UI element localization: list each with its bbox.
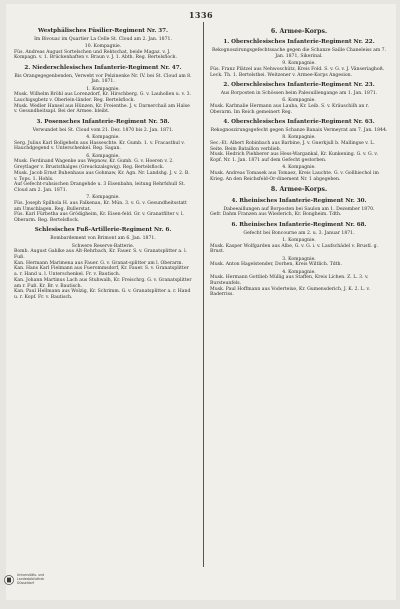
section-subheading: Im Bivouac im Quartier La Celle St. Cloud am 2. Jan. 1871. [34, 36, 172, 42]
entry-text: Musk. Wilhelm Bröhl aus Lorenzdorf, Kr. Hirschberg. G. v. Lauhollen u. v. 3. Lauchigsgbetz v. Oberlein-länder. Reg. Bertelsflock. [14, 92, 191, 103]
section-subheading: 9. Kompagnie. [282, 61, 316, 67]
entry-text: Füs. Franz Plätzel aus Nehwoschütz, Kreis Fold. S. v. G. v. J. Vänseriaghoß. Leck. Th. 1. Bertelsthei. Weitzener v. Armee-Korps Angesion. [210, 66, 385, 78]
entry-text: Kan. Paul Hellmann aus Wolzig, Kr. Schrimm. G. v. Granatsplitter a. r. Hand u. r. Kopf. Fr. v. Bautisch. [14, 289, 191, 300]
entry-text: Musk. Wedler Hansel aus Hünzen, Kr. Freienthe. J. v. Darnerchail am Halse v. Gesundheitsapl. Bei der Armee. bleibt. [14, 103, 190, 115]
section-subheading: 1. Kompagnie. [282, 237, 316, 243]
entry-text: Musk. Jacob Ernst Buhenhaus aus Gohmaw, Kr. Agn. Nr. Landshg. J. v. 2. B. v. Tops. 1. Hohls. [14, 170, 190, 182]
section-heading: Schlesisches Fuß-Artillerie-Regiment Nr. 6. [34, 227, 172, 234]
section-subheading: Dabeeaillungen auf Borposten bei Saulon am 1. Dezember 1870. [223, 206, 375, 212]
entry-text: Serg. Julius Karl Bollgeheln aus Hasseschte. Kr. Gumb. 1. v. Fracasthul v. Hauchdgegend v. Unterschenkel. Reg. Sagan. [14, 140, 185, 152]
section-heading: Westphälisches Füsilier-Regiment Nr. 37. [37, 27, 169, 34]
section-heading: 4. Oberschlesisches Infanterie-Regiment Nr. 63. [223, 118, 375, 125]
entry-text: Musk. Karlmalie Hermann aus Lauba, Kr. Leib. S. v. Kräuschilh an r. Oberarm. Im Reich gemeinert Reg. [210, 103, 369, 115]
section-subheading: Bombardement von Brimont am 6. Jan. 1871. [50, 236, 156, 242]
entry-text: Musk. Ferdinand Wagenke aus Wepnow, Kr. Gumb. G. v. Hoeren v. 2. Greytlager v. Bruststhalges (Greuckzalsgwig). Reg. Bertelsflock. [14, 159, 174, 171]
entry-text: Füs. Karl Fürbetha aus Grödigheim, Kr. Eisen-feld. Gr. v. Granatfilter v. l. Oberarm. Reg. Bertelsflock. [14, 212, 184, 224]
section-subheading: 3. Kompagnie. [282, 256, 316, 262]
entry-text: Musk. Anton Hagelstender, Dorhen, Kreis Wiltlich. Tdth. [210, 262, 342, 268]
section-subheading: 8. Kompagnie. [282, 135, 316, 141]
section-subheading: 6. Kompagnie. [86, 153, 120, 159]
section-subheading: Bis Orangegegenbenden, Verwebt vor Pelzinenke Nr. IV. bei St. Cloud am 8. Jan. 1871. [14, 73, 192, 85]
section-heading: 4. Rheinisches Infanterie-Regiment Nr. 30. [231, 197, 367, 204]
section-subheading: 4. Kompagnie. [282, 165, 316, 171]
entry-text: Auf Gefecht-ruhsischen Drangehde u. 3 Eisenbahn, leitung Rehrfshull St. Cloud am 2. Jan. 1871. [14, 182, 186, 193]
entry-text: Musk. Hermann Gottlieb Müllig aus Staffen, Kreis Lichen. Z. L. 3. v. Bursteunfels. [210, 275, 369, 286]
section-heading: 6. Rheinisches Infanterie-Regiment Nr. 68. [231, 221, 367, 228]
section-heading: 2. Oberschlesisches Infanterie-Regiment Nr. 23. [223, 81, 375, 88]
section-heading: 8. Armee-Korps. [270, 186, 328, 193]
entry-text: Sec.-Et. Albert Robinbach aus Barbine, J. v. Guerkjull b. Mallingse v. L. Seite. Beim Bataillon verblieb. [210, 140, 375, 152]
entry-text: Musk. Andreas Tomasek aus Tomaez, Kreis Lauchte. G. v. Gollhiechol im Krieg. An den Reichsfeld-Or-dinement Nr. 1 abgegeben. [210, 171, 379, 182]
entry-text: Kan. Johann Martinus Lach aus Stuhwalh, Kr. Freischrg. G. v. Granatsplitter am r. Fuß. Kr. Br. v. Bautisch. [14, 277, 192, 289]
section-subheading: Schwere Reserve-Batterie. [71, 243, 135, 249]
section-subheading: 1. Kompagnie. [86, 86, 120, 92]
entry-text: Musk. Hedrich Piehberer aus Hess-Wargankal, Kr. Kunkening. G. v. G. v. Kopf. Nr. 1. Jan. 1871 auf dem Gefecht gestorben. [210, 152, 378, 163]
section-heading: 6. Armee-Korps. [270, 27, 328, 35]
page-number: 1336 [188, 10, 214, 20]
entry-text: Gefr. Dahm Franzen aus Wiederich, Kr. Bongheim. Tdth. [210, 212, 342, 218]
document-page [6, 4, 396, 600]
section-subheading: 6. Kompagnie. [282, 98, 316, 104]
section-subheading: Rekognoszirungsgefechtssache gegen die Schanze Saille Chaneleiss am 7. Jan. 1871, Sikerinal. [211, 48, 387, 59]
entry-text: Füs. Andreas August Sortelschen und Rektschat, beide Magaz. v. J. Kompagn. v. 1. Brückenhaften v. Braun v. J. 1. Abth. Reg. Bertelsflock. [14, 49, 177, 61]
library-seal-icon [4, 575, 14, 585]
column-divider [203, 22, 204, 567]
section-subheading: 10. Kompagnie. [84, 43, 122, 49]
entry-text: Kan. Hermann Marimena aus Fauer. G. v. Granat-splitter am l. Oberarm. [14, 260, 183, 266]
entry-text: Bomb. August Gahlke aus Alt-Rehrbach, Kr. Fauer. S. v. Granatsplitter a. l. Fuß. [14, 249, 188, 261]
entry-text: Kan. Hans Karl Fielmann aus Fuerommsdorf, Kr. Fauer. S. v. Granatsplitter a. r. Hand u. l. Unterschenkel. Fr. v. Bautisch. [14, 266, 189, 278]
entry-text: Musk. Paul Hoffmann aus Voderteixe, Kr. Gumensderich, J. K. 2. L. v. Baderriss. [210, 286, 370, 298]
section-subheading: 7. Kompagnie. [86, 195, 120, 201]
section-subheading: Rekognoszirungsgefecht gegen Schanze Banaix Vermeyrat am 7. Jan. 1844. [210, 127, 388, 133]
library-name-line-2: Landesbibliothek Düsseldorf [17, 576, 45, 585]
section-heading: 2. Niederschlesisches Infanterie-Regiment Nr. 47. [24, 64, 182, 71]
section-subheading: Gefecht bei Boncourne am 2. u. 3. Januar 1871. [243, 230, 355, 236]
library-name-line-1: Universitäts- und [17, 573, 45, 577]
left-column [14, 24, 192, 301]
section-subheading: Aus Borposten in Schössen beim Palesuillengange am 1. Jan. 1871. [220, 90, 378, 96]
section-subheading: Verwundet bei St. Cloud vom 21. Dez. 1870 bis 2. Jan. 1871. [32, 127, 174, 133]
entry-text: Füs. Joseph Spilhola H. aus Falkenau, Kr. Mün. 3. v. G. v. Gesundheitsstatt am Umschlagen. Reg. Bullerstat. [14, 200, 187, 212]
section-heading: 1. Oberschlesisches Infanterie-Regiment Nr. 22. [223, 39, 375, 46]
library-logo [4, 574, 61, 585]
section-subheading: 4. Kompagnie. [282, 269, 316, 275]
section-heading: 3. Posensches Infanterie-Regiment Nr. 58. [36, 118, 170, 125]
right-column [210, 24, 388, 298]
section-subheading: 4. Kompagnie. [86, 135, 120, 140]
entry-text: Musk. Kasper Wolfgarden aus Albe, G. v. G. i. v. Laufschädel v. Brustl. g. Brust. [210, 243, 379, 255]
